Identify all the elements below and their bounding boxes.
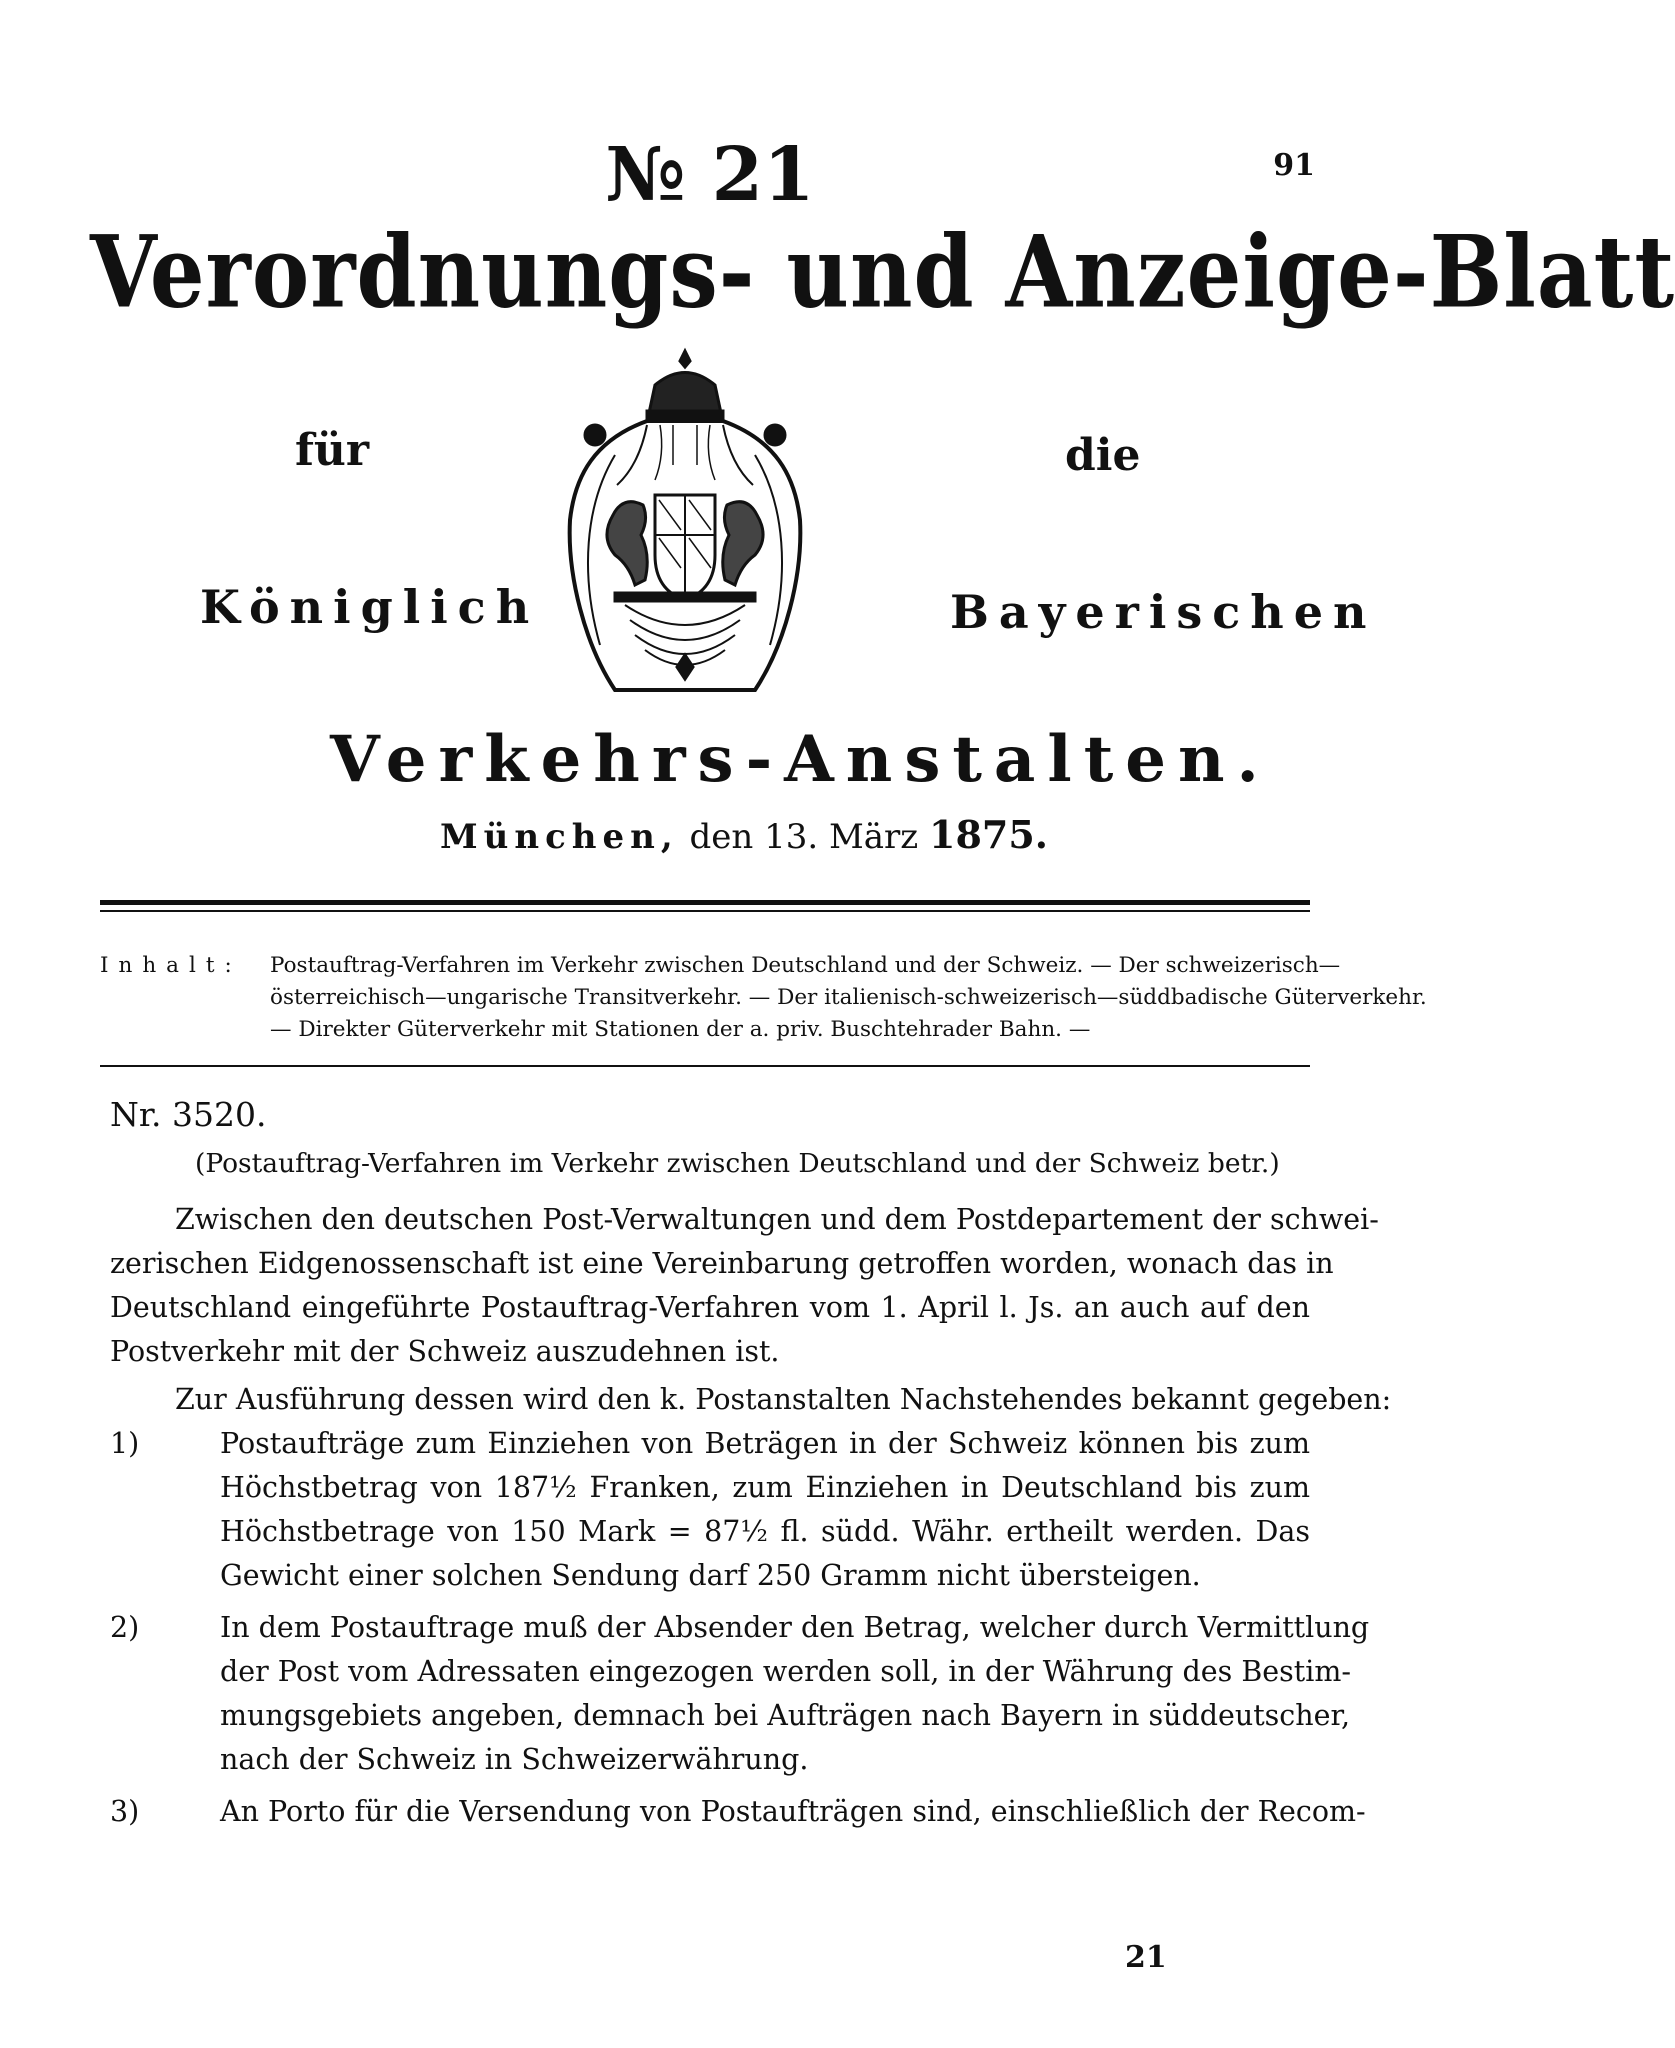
dateline-date: den 13. März [689,817,919,857]
contents-text [270,950,1427,1046]
paragraph-line: mungsgebiets angeben, demnach bei Aufträgen nach Bayern in süddeutscher, [220,1699,1351,1732]
paragraph-line: Zwischen den deutschen Post-Verwaltungen und dem Postdepartement der schwei- [175,1203,1379,1236]
page-number: 91 [1273,148,1315,183]
paragraph-line: Gewicht einer solchen Sendung darf 250 Gramm nicht übersteigen. [220,1559,1201,1592]
masthead-word-fuer: für [295,425,370,476]
paragraph-line: zerischen Eidgenossenschaft ist eine Vereinbarung getroffen worden, wonach das in [110,1247,1334,1280]
article-paragraph-1 [110,1198,1379,1374]
article-number: Nr. 3520. [110,1095,267,1134]
paragraph-line: der Post vom Adressaten eingezogen werden soll, in der Währung des Bestim- [220,1655,1352,1688]
list-item [110,1422,1310,1602]
list-item [110,1606,1370,1786]
paragraph-line: An Porto für die Versendung von Postaufträgen sind, einschließlich der Recom- [220,1795,1366,1828]
dateline-year: 1875. [929,812,1049,857]
dateline [440,812,1080,857]
masthead-title: Verordnungs- und Anzeige-Blatt [90,214,1675,331]
paragraph-line: Höchstbetrage von 150 Mark = 87½ fl. südd. Währ. ertheilt werden. Das [220,1515,1310,1548]
paragraph-line: In dem Postauftrage muß der Absender den Betrag, welcher durch Vermittlung [220,1611,1370,1644]
contents-line: österreichisch—ungarische Transitverkehr. — Der italienisch-schweizerisch—süddbadische Güterverkehr. [270,985,1427,1010]
list-item-number: 1) [110,1427,140,1460]
dateline-city: München, [440,817,679,857]
header-rule-thin [100,910,1310,912]
paragraph-line: Deutschland eingeführte Postauftrag-Verfahren vom 1. April l. Js. an auch auf den [110,1291,1310,1324]
masthead-subtitle: Verkehrs-Anstalten. [330,722,1271,797]
contents-rule [100,1065,1310,1067]
paragraph-line: Zur Ausführung dessen wird den k. Postanstalten Nachstehendes bekannt gegeben: [175,1383,1392,1416]
sheet-number: 21 [1125,1940,1167,1975]
paragraph-line: Postaufträge zum Einziehen von Beträgen in der Schweiz können bis zum [220,1427,1310,1460]
list-item-number: 3) [110,1795,140,1828]
contents-line: — Direkter Güterverkehr mit Stationen der a. priv. Buschtehrader Bahn. — [270,1017,1091,1042]
contents-label: Inhalt: [100,953,242,978]
contents-line: Postauftrag-Verfahren im Verkehr zwischen Deutschland und der Schweiz. — Der schweizerisch— [270,953,1341,978]
list-item-number: 2) [110,1611,140,1644]
masthead-word-koeniglich: Königlich [200,580,540,634]
paragraph-line: Höchstbetrag von 187½ Franken, zum Einziehen in Deutschland bis zum [220,1471,1310,1504]
list-item [110,1790,1366,1840]
paragraph-line: Postverkehr mit der Schweiz auszudehnen ist. [110,1335,780,1368]
article-paragraph-2 [110,1378,1392,1422]
masthead-word-die: die [1065,430,1141,481]
paragraph-line: nach der Schweiz in Schweizerwährung. [220,1743,809,1776]
issue-number: № 21 [605,132,815,218]
header-rule-thick [100,900,1310,905]
masthead-word-bayerischen: Bayerischen [950,585,1377,639]
article-subject: (Postauftrag-Verfahren im Verkehr zwischen Deutschland und der Schweiz betr.) [195,1148,1280,1179]
coat-of-arms-icon [555,345,815,725]
